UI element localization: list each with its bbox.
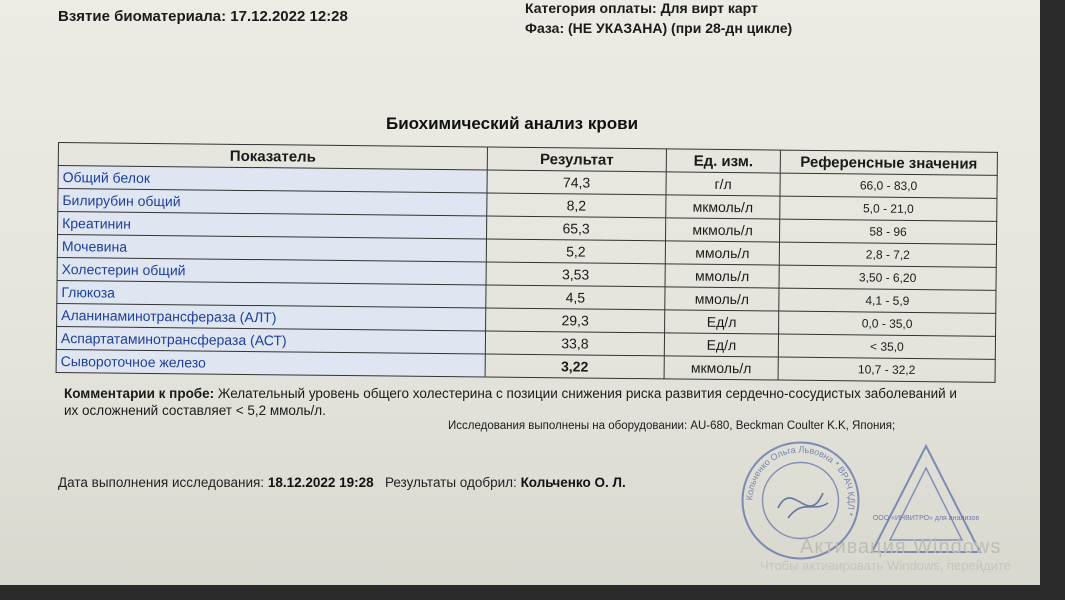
col-header-unit: Ед. изм. [666,149,780,173]
svg-text:ООО «ИНВИТРО» для анализов: ООО «ИНВИТРО» для анализов [872,515,980,522]
sample-date-value: 17.12.2022 12:28 [230,8,348,25]
approved-value: Кольченко О. Л. [520,475,626,490]
row-reference: 4,1 - 5,9 [779,288,996,313]
row-name: Билирубин общий [58,189,487,216]
row-name: Холестерин общий [57,257,486,284]
row-value: 5,2 [486,239,665,264]
row-value: 3,22 [485,354,664,379]
cycle-phase: Фаза: (НЕ УКАЗАНА) (при 28-дн цикле) [525,20,793,36]
row-reference: 2,8 - 7,2 [779,242,996,267]
document-title: Биохимический анализ крови [386,114,639,133]
row-value: 74,3 [487,170,666,195]
row-unit: ммоль/л [665,241,779,265]
row-name: Аланинаминотрансфераза (АЛТ) [57,303,486,330]
row-name: Креатинин [58,212,487,239]
row-unit: мкмоль/л [665,218,779,242]
sample-comment [64,385,964,419]
row-unit: мкмоль/л [666,195,780,219]
row-reference: 10,7 - 32,2 [778,357,995,382]
windows-activation-watermark: Активация Windows [800,536,1002,558]
footer-line [58,475,626,490]
sample-date-line [58,8,348,25]
row-value: 29,3 [486,308,665,333]
exec-date-value: 18.12.2022 19:28 [267,475,374,490]
windows-activation-hint: Чтобы активировать Windows, перейдите [760,558,1011,573]
row-unit: Ед/л [664,333,778,357]
row-unit: Ед/л [665,310,779,334]
row-value: 33,8 [485,331,664,356]
row-name: Сывороточное железо [56,349,485,376]
row-name: Глюкоза [57,280,486,307]
row-reference: 0,0 - 35,0 [779,311,996,336]
row-reference: 58 - 96 [779,219,996,244]
row-value: 3,53 [486,262,665,287]
equipment-note: Исследования выполнены на оборудовании: AU-680, Beckman Coulter K.K, Япония; [448,420,896,432]
approved-label: Результаты одобрил: [384,475,517,490]
row-unit: мкмоль/л [664,356,778,380]
row-name: Аспартатаминотрансфераза (АСТ) [56,326,485,353]
col-header-result: Результат [487,147,666,172]
exec-date-label: Дата выполнения исследования: [58,475,265,490]
row-unit: ммоль/л [665,287,779,311]
col-header-parameter: Показатель [58,143,487,170]
row-name: Общий белок [58,166,487,193]
row-unit: г/л [666,172,780,196]
row-reference: 66,0 - 83,0 [780,173,997,198]
row-unit: ммоль/л [665,264,779,288]
row-reference: < 35,0 [778,334,995,359]
svg-text:Кольченко Ольга Львовна * ВРАЧ: Кольченко Ольга Львовна * ВРАЧ КДЛ * [744,444,857,518]
sample-date-label: Взятие биоматериала: [58,8,227,25]
row-name: Мочевина [57,235,486,262]
row-value: 4,5 [486,285,665,310]
results-table [56,142,998,383]
comment-label: Комментарии к пробе: [64,386,215,401]
row-reference: 3,50 - 6,20 [779,265,996,290]
payment-category: Категория оплаты: Для вирт карт [525,0,758,16]
row-value: 65,3 [487,216,666,241]
row-reference: 5,0 - 21,0 [780,196,997,221]
col-header-reference: Референсные значения [780,150,997,175]
row-value: 8,2 [487,193,666,218]
comment-text: Желательный уровень общего холестерина с позиции снижения риска развития сердечно-сосудистых заболеваний и их осложнений составляет < 5,2 ммоль/л. [64,386,957,418]
